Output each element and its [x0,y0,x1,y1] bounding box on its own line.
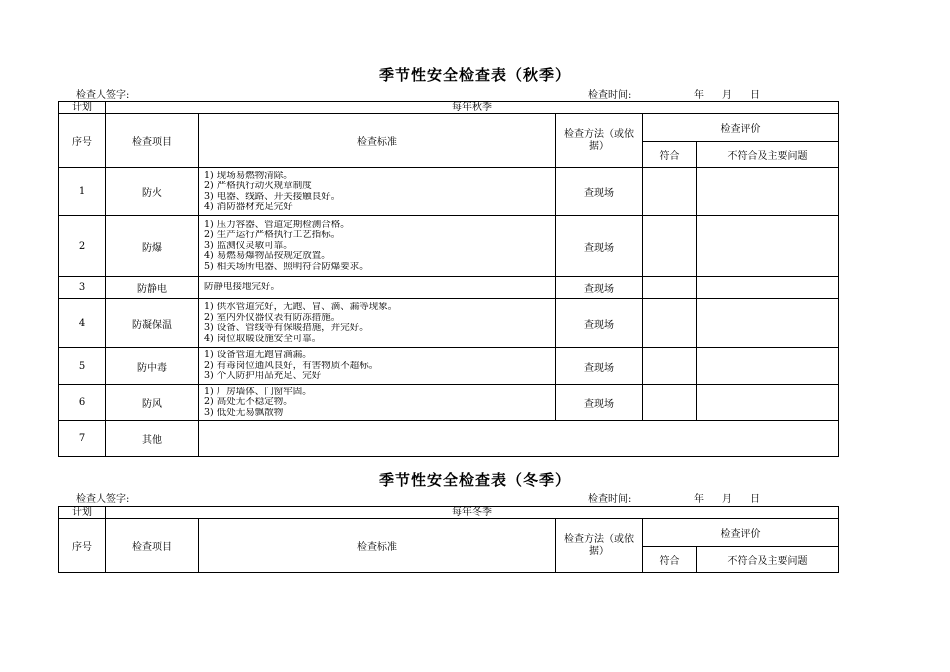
standard-line: 1) 现场易燃物清除。 [204,170,293,181]
row-conform-cell [643,385,697,421]
winter-header-method: 检查方法（或依据） [556,519,643,573]
winter-header-evaluation: 检查评价 [643,519,839,547]
autumn-header-nonconform: 不符合及主要问题 [697,142,839,168]
row-item: 其他 [106,421,199,457]
standard-line: 2) 严格执行动火规章制度 [204,181,312,191]
row-seq: 2 [59,216,106,277]
standard-line: 3) 低处无易飘散物 [204,407,284,418]
standard-line: 3) 电器、线路、开关接触良好。 [204,191,341,202]
table-row [59,277,839,299]
standard-line: 1) 设备管道无跑冒滴漏。 [204,350,312,361]
row-method: 查现场 [556,277,643,299]
autumn-plan-value: 每年秋季 [106,102,839,114]
row-standards [199,299,556,348]
standard-line: 5) 相关场所电器、照明符合防爆要求。 [204,261,369,272]
winter-inspector-label: 检查人签字: [76,494,130,505]
table-row [59,299,839,348]
autumn-date-month: 月 [722,90,732,101]
row-nonconform-cell [697,216,839,277]
row-item: 防风 [106,385,199,421]
autumn-inspection-table [58,101,839,457]
row-seq: 5 [59,348,106,385]
autumn-header-conform: 符合 [643,142,697,168]
row-method: 查现场 [556,168,643,216]
table-row [59,216,839,277]
row-item: 防爆 [106,216,199,277]
row-conform-cell [643,277,697,299]
table-row [59,168,839,216]
row-standards [199,385,556,421]
row-item: 防凝保温 [106,299,199,348]
row-seq: 4 [59,299,106,348]
row-method: 查现场 [556,348,643,385]
winter-header-item: 检查项目 [106,519,199,573]
winter-header-conform: 符合 [643,547,697,573]
autumn-header-item: 检查项目 [106,114,199,168]
row-method: 查现场 [556,216,643,277]
standard-line: 4) 消防器材充足完好 [204,202,293,212]
standard-line: 3) 监测仪灵敏可靠。 [204,240,293,251]
row-standards [199,216,556,277]
row-seq: 7 [59,421,106,457]
row-nonconform-cell [697,277,839,299]
row-method: 查现场 [556,385,643,421]
standard-line: 2) 有毒岗位通风良好，有害物质不超标。 [204,360,379,371]
winter-title: 季节性安全检查表（冬季） [378,471,571,489]
row-seq: 1 [59,168,106,216]
standard-line: 3) 设备、管线等有保暖措施，并完好。 [204,323,369,333]
row-conform-cell [643,299,697,348]
row-nonconform-cell [697,385,839,421]
row-conform-cell [643,168,697,216]
winter-plan-label: 计划 [59,507,106,519]
winter-inspection-table [58,506,839,573]
row-standards [199,348,556,385]
row-seq: 3 [59,277,106,299]
row-seq: 6 [59,385,106,421]
row-conform-cell [643,216,697,277]
standard-line: 1) 厂房墙体、门窗牢固。 [204,386,312,397]
standard-line: 2) 高处无不稳定物。 [204,397,293,408]
row-item: 防静电 [106,277,199,299]
row-conform-cell [643,348,697,385]
row-nonconform-cell [697,168,839,216]
autumn-time-label: 检查时间: [588,90,632,101]
row-nonconform-cell [697,348,839,385]
autumn-header-evaluation: 检查评价 [643,114,839,142]
autumn-plan-label: 计划 [59,102,106,114]
row-item: 防中毒 [106,348,199,385]
standard-line: 3) 个人防护用品充足、完好 [204,371,322,382]
winter-date-month: 月 [722,494,732,505]
standard-line: 2) 室内外仪器仪表有防冻措施。 [204,312,341,323]
winter-header-nonconform: 不符合及主要问题 [697,547,839,573]
winter-date-year: 年 [694,494,704,505]
table-row [59,385,839,421]
row-method: 查现场 [556,299,643,348]
standard-line: 1) 压力容器、管道定期检测合格。 [204,219,350,230]
standard-line: 防静电接地完好。 [204,282,281,293]
standard-line: 1) 供水管道完好，无跑、冒、滴、漏等现象。 [204,302,398,312]
autumn-date-year: 年 [694,90,704,101]
standard-line: 4) 岗位取暖设施安全可靠。 [204,333,322,344]
winter-time-label: 检查时间: [588,494,632,505]
row-standards [199,168,556,216]
table-row [59,421,839,457]
autumn-header-standard: 检查标准 [199,114,556,168]
autumn-title: 季节性安全检查表（秋季） [378,66,571,84]
row-other-blank [199,421,839,457]
table-row [59,348,839,385]
winter-header-seq: 序号 [59,519,106,573]
standard-line: 2) 生产运行严格执行工艺指标。 [204,230,341,241]
row-item: 防火 [106,168,199,216]
autumn-header-seq: 序号 [59,114,106,168]
winter-date-day: 日 [750,494,760,505]
autumn-date-day: 日 [750,90,760,101]
autumn-header-method: 检查方法（或依据） [556,114,643,168]
winter-meta-line [58,493,838,506]
autumn-inspector-label: 检查人签字: [76,90,130,101]
row-standards [199,277,556,299]
winter-date [694,493,778,506]
standard-line: 4) 易燃易爆物品按规定放置。 [204,251,331,262]
winter-header-standard: 检查标准 [199,519,556,573]
winter-plan-value: 每年冬季 [106,507,839,519]
row-nonconform-cell [697,299,839,348]
